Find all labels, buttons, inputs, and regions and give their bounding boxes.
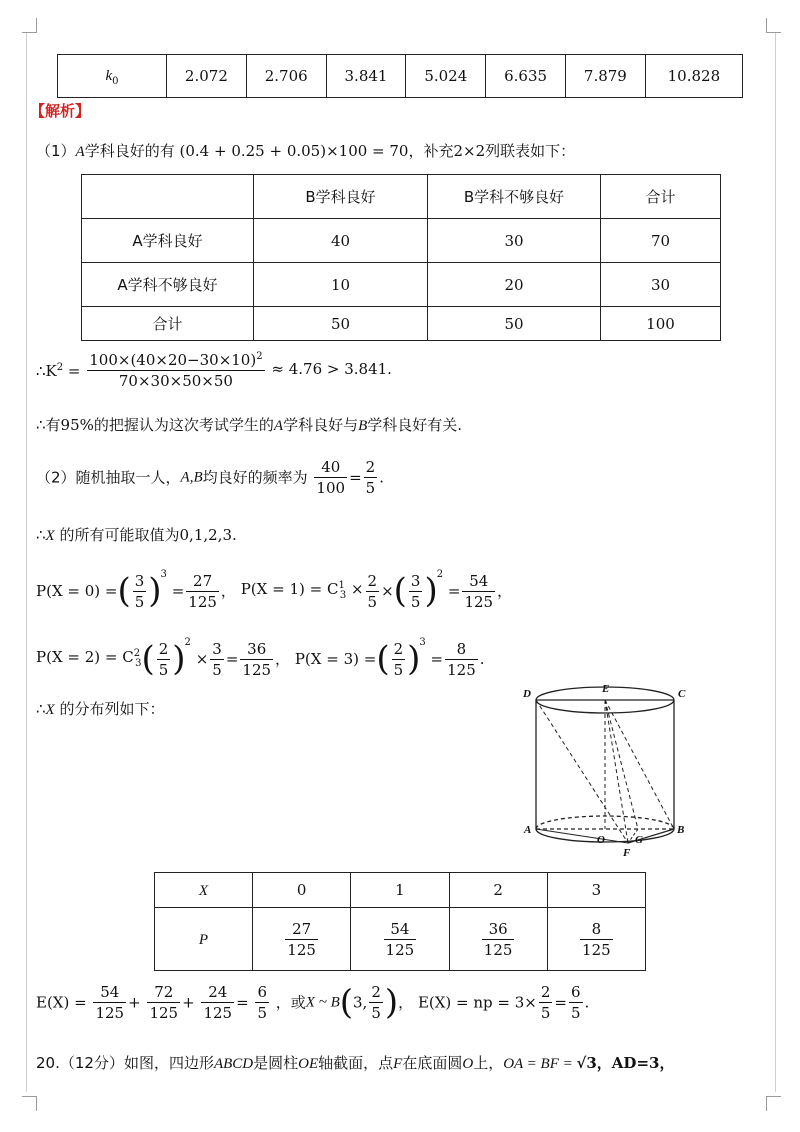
table-header: 合计 [601,175,721,219]
crop-mark [22,1096,37,1111]
dist-x-value: 0 [253,873,351,908]
dist-x-value: 1 [351,873,449,908]
crop-mark [766,18,781,33]
crop-mark [22,18,37,33]
point-label-g: G [635,834,643,846]
prob-line-2: $P(X = 2) = C^2_3$( $\frac{2}{5}$ )$^2$ × $\frac{3}{5}$ = $\frac{36}{125}$ ， P(X = 3) =( $\frac{2}{5}$ )$^3$ = $\frac{8}{125}$ . [36,637,485,679]
k2-formula: $\therefore K^2$ = $\frac{100\times(40\times 20-30\times 10)^2}{70\times 30\times 50\times 50}$ ≈ 4.76 > 3.841. [36,347,392,391]
distribution-table [154,872,646,971]
table-row-label: 合计 [82,307,254,341]
contingency-table [81,174,721,341]
dist-p-value: $\frac{36}{125}$ [449,908,547,971]
dist-p-value: $\frac{54}{125}$ [351,908,449,971]
k0-value: 3.841 [326,55,406,98]
table-cell: 70 [601,219,721,263]
table-cell: 20 [428,263,601,307]
point-label-c: C [678,688,686,700]
table-cell: 40 [254,219,428,263]
point-label-f: F [623,847,631,859]
point-label-e: E [602,683,610,695]
table-header: B学科不够良好 [428,175,601,219]
part2-intro: （2）随机抽取一人，A,B均良好的频率为 $\frac{40}{100}$ = $\frac{2}{5}$ . [36,458,384,497]
crop-mark [766,1096,781,1111]
expectation-line: E(X) = $\frac{54}{125}$ + $\frac{72}{125}$ + $\frac{24}{125}$ = $\frac{6}{5}$ ，或X ~ B(3, $\frac{2}{5}$ )， E(X) = np = 3× $\frac{2}{5}$ = $\frac{6}{5}$ . [36,982,590,1023]
k0-value: 5.024 [406,55,486,98]
k0-value: 6.635 [486,55,566,98]
prob-line-1: P(X = 0) =( $\frac{3}{5}$ )$^3$ = $\frac{27}{125}$ ， $P(X = 1) = C^1_3$ × $\frac{2}{5}$ ×( $\frac{3}{5}$ )$^2$ = $\frac{54}{125}$ ， [36,569,513,611]
dist-p-value: $\frac{8}{125}$ [547,908,645,971]
dist-heading: ∴X 的分布列如下： [36,700,165,718]
k0-value: 10.828 [645,55,742,98]
values-line: ∴X 的所有可能取值为0,1,2,3. [36,526,237,544]
k0-value: 2.706 [246,55,326,98]
table-cell: 100 [601,307,721,341]
point-label-a: A [524,824,532,836]
cylinder-figure [510,680,700,870]
part1-intro: （1）A学科良好的有 (0.4 + 0.25 + 0.05)×100 = 70，补充2×2列联表如下： [36,142,576,160]
k0-label: $k_0$ [58,55,167,98]
analysis-heading: 【解析】 [30,102,91,120]
table-cell: 50 [254,307,428,341]
k0-value: 2.072 [167,55,247,98]
table-cell: 10 [254,263,428,307]
table-row-label: A学科良好 [82,219,254,263]
point-label-b: B [677,824,685,836]
point-label-d: D [523,688,531,700]
table-row-label: A学科不够良好 [82,263,254,307]
point-label-o: O [597,834,605,846]
dist-x-value: 2 [449,873,547,908]
critical-value-table [57,54,743,98]
dist-p-label: P [155,908,253,971]
table-cell [82,175,254,219]
table-header: B学科良好 [254,175,428,219]
k0-value: 7.879 [565,55,645,98]
table-cell: 50 [428,307,601,341]
dist-x-value: 3 [547,873,645,908]
table-cell: 30 [428,219,601,263]
question-20: 20.（12分）如图，四边形ABCD是圆柱OE轴截面，点F在底面圆O上，OA = BF = √3，AD=3， [36,1054,675,1072]
dist-x-label: X [155,873,253,908]
dist-p-value: $\frac{27}{125}$ [253,908,351,971]
part1-conclusion: ∴有95%的把握认为这次考试学生的A学科良好与B学科良好有关. [36,416,463,434]
table-cell: 30 [601,263,721,307]
